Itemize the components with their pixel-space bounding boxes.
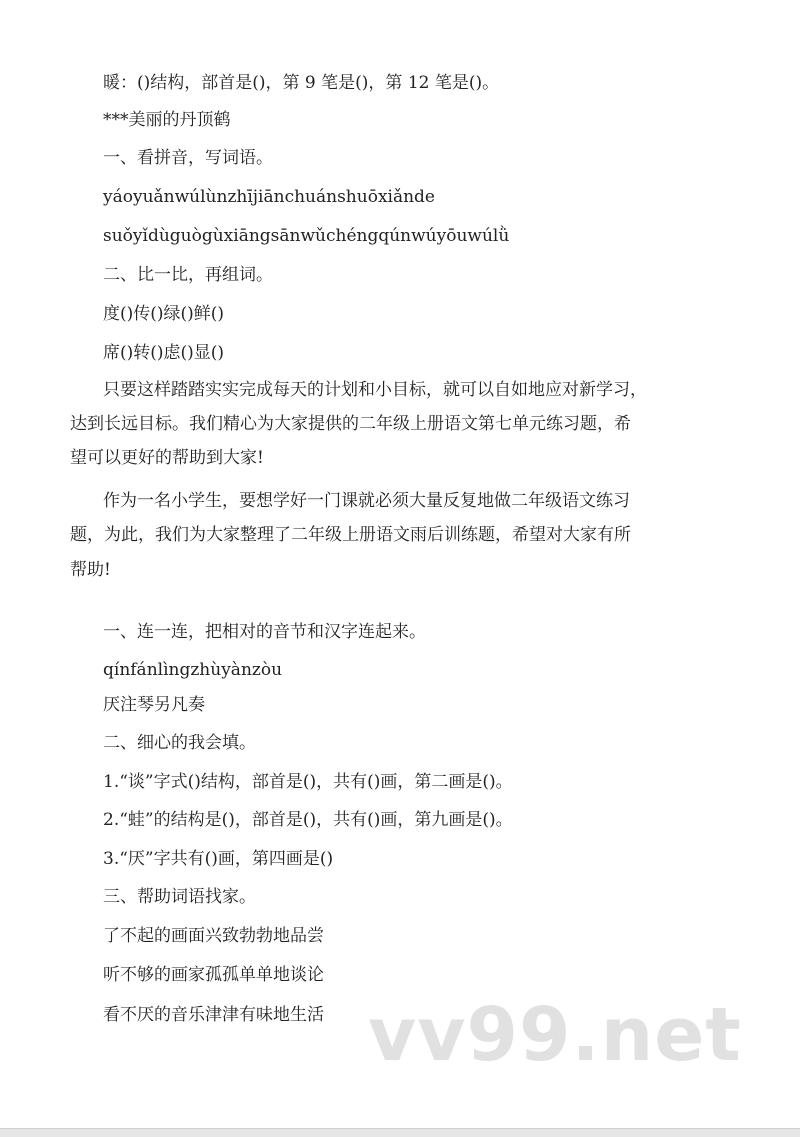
text-line: 2.“蛙”的结构是()，部首是()，共有()画，第九画是()。 [103, 810, 513, 830]
text-line: 1.“谈”字式()结构，部首是()，共有()画，第二画是()。 [103, 772, 513, 792]
text-line: 厌注琴另凡奏 [103, 695, 205, 715]
paragraph-line: 帮助! [70, 560, 111, 580]
text-line: 3.“厌”字共有()画，第四画是() [103, 849, 334, 869]
page-bottom-edge [0, 1128, 800, 1137]
text-line: 席()转()虑()显() [103, 343, 225, 363]
pinyin-line: qínfánlìngzhùyànzòu [103, 660, 283, 680]
paragraph-line: 题，为此，我们为大家整理了二年级上册语文雨后训练题，希望对大家有所 [70, 525, 631, 545]
text-line: 听不够的画家孤孤单单地谈论 [103, 965, 324, 985]
question-heading: 三、帮助词语找家。 [103, 887, 256, 907]
text-line: 看不厌的音乐津津有味地生活 [103, 1005, 324, 1025]
question-heading: 二、比一比，再组词。 [103, 265, 273, 285]
question-heading: 一、连一连，把相对的音节和汉字连起来。 [103, 622, 426, 642]
question-heading: 二、细心的我会填。 [103, 733, 256, 753]
text-line: 暖：()结构，部首是()，第 9 笔是()，第 12 笔是()。 [103, 73, 500, 93]
paragraph-line: 望可以更好的帮助到大家! [70, 448, 264, 468]
paragraph-line: 作为一名小学生，要想学好一门课就必须大量反复地做二年级语文练习 [103, 491, 630, 511]
paragraph-line: 达到长远目标。我们精心为大家提供的二年级上册语文第七单元练习题，希 [70, 414, 631, 434]
watermark: vv99.net [368, 992, 742, 1078]
question-heading: 一、看拼音，写词语。 [103, 148, 273, 168]
pinyin-line: suǒyǐdùguògùxiāngsānwǔchéngqúnwúyōuwúlǜ [103, 226, 510, 246]
pinyin-line: yáoyuǎnwúlùnzhījiānchuánshuōxiǎnde [103, 187, 435, 207]
section-title: ***美丽的丹顶鹤 [103, 110, 231, 130]
text-line: 了不起的画面兴致勃勃地品尝 [103, 926, 324, 946]
text-line: 度()传()绿()鲜() [103, 304, 225, 324]
paragraph-line: 只要这样踏踏实实完成每天的计划和小目标，就可以自如地应对新学习， [103, 380, 647, 400]
